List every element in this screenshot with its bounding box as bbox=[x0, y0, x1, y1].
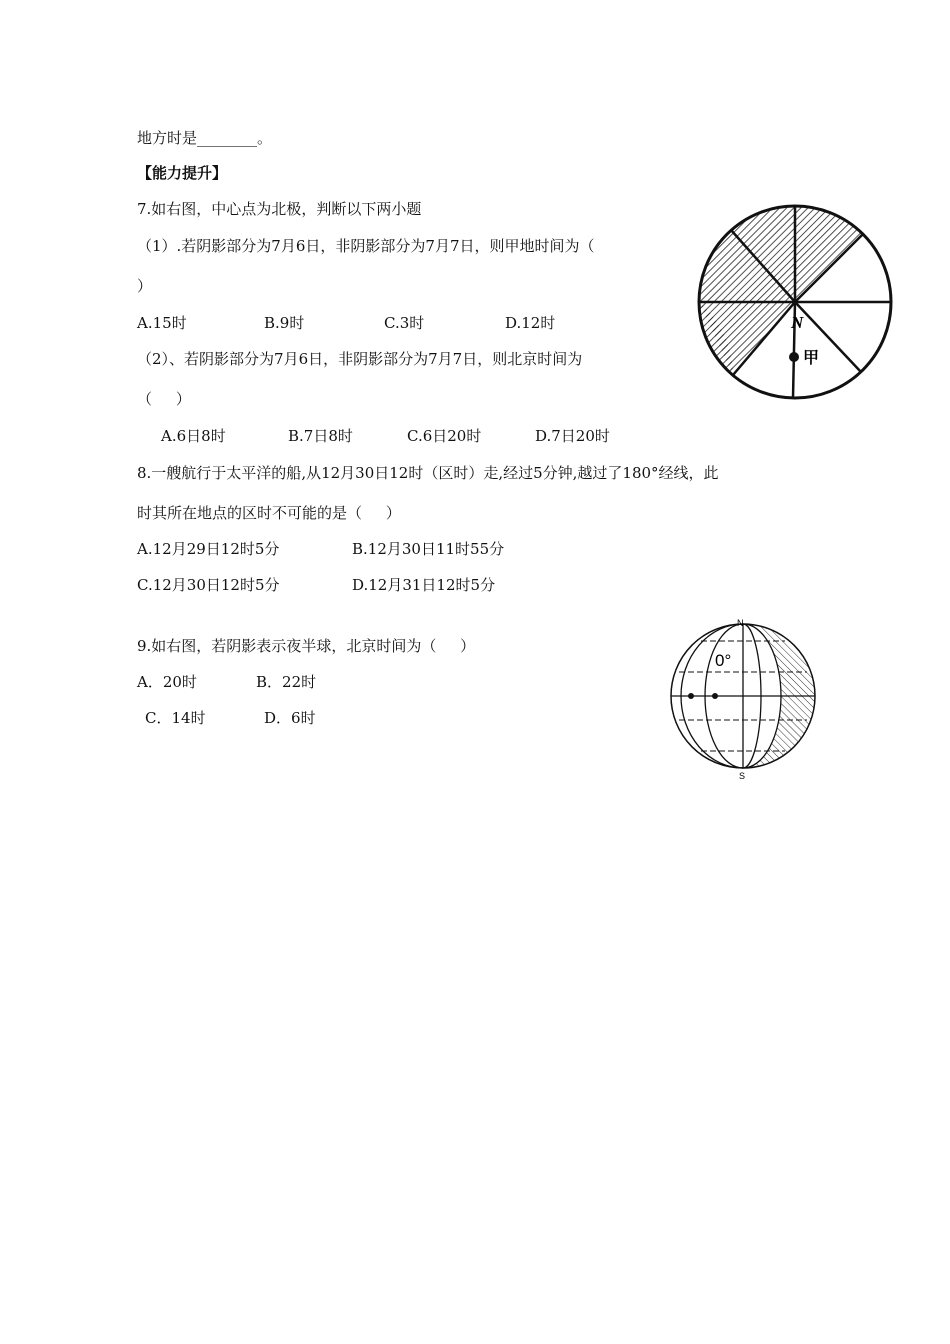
q7-2-option-b: B.7日8时 bbox=[288, 427, 353, 445]
q9-option-c: C．14时 bbox=[145, 709, 206, 727]
q7-1-option-b: B.9时 bbox=[264, 314, 305, 332]
q9-option-d: D．6时 bbox=[264, 709, 316, 727]
q7-1-close: ） bbox=[137, 277, 153, 295]
q7-2-stem: （2）、若阴影部分为7月6日，非阴影部分为7月7日，则北京时间为 bbox=[137, 350, 583, 368]
q7-2-option-d: D.7日20时 bbox=[535, 427, 610, 445]
q7-1-option-c: C.3时 bbox=[384, 314, 425, 332]
q8-option-c: C.12月30日12时5分 bbox=[137, 576, 280, 594]
q9-stem: 9.如右图，若阴影表示夜半球，北京时间为（ ） bbox=[137, 637, 476, 655]
point-jia-label: 甲 bbox=[803, 348, 820, 367]
prime-meridian-label: 0° bbox=[715, 651, 732, 670]
q7-1-stem: （1）.若阴影部分为7月6日，非阴影部分为7月7日，则甲地时间为（ bbox=[137, 237, 595, 255]
q8-option-b: B.12月30日11时55分 bbox=[352, 540, 505, 558]
polar-time-figure bbox=[695, 200, 900, 410]
north-pole-label: N bbox=[791, 313, 804, 332]
q7-stem: 7.如右图，中心点为北极，判断以下两小题 bbox=[137, 200, 422, 218]
blank-line: 地方时是________。 bbox=[137, 129, 273, 147]
q7-1-option-d: D.12时 bbox=[505, 314, 556, 332]
point-jia-marker bbox=[789, 352, 799, 362]
q8-option-a: A.12月29日12时5分 bbox=[137, 540, 280, 558]
q8-stem: 8.一艘航行于太平洋的船,从12月30日12时（区时）走,经过5分钟,越过了180°经线，此 bbox=[137, 464, 719, 482]
q8-option-d: D.12月31日12时5分 bbox=[352, 576, 496, 594]
globe-south-label: S bbox=[739, 771, 746, 781]
q7-2-option-c: C.6日20时 bbox=[407, 427, 482, 445]
q7-2-paren: （ ） bbox=[137, 390, 191, 408]
q9-option-b: B．22时 bbox=[256, 673, 317, 691]
q8-stem-2: 时其所在地点的区时不可能的是（ ） bbox=[137, 504, 401, 522]
q9-option-a: A．20时 bbox=[137, 673, 197, 691]
section-heading: 【能力提升】 bbox=[137, 164, 228, 182]
globe-north-label: N bbox=[737, 618, 744, 628]
q7-2-option-a: A.6日8时 bbox=[161, 427, 226, 445]
q7-1-option-a: A.15时 bbox=[137, 314, 187, 332]
globe-figure bbox=[665, 616, 820, 781]
